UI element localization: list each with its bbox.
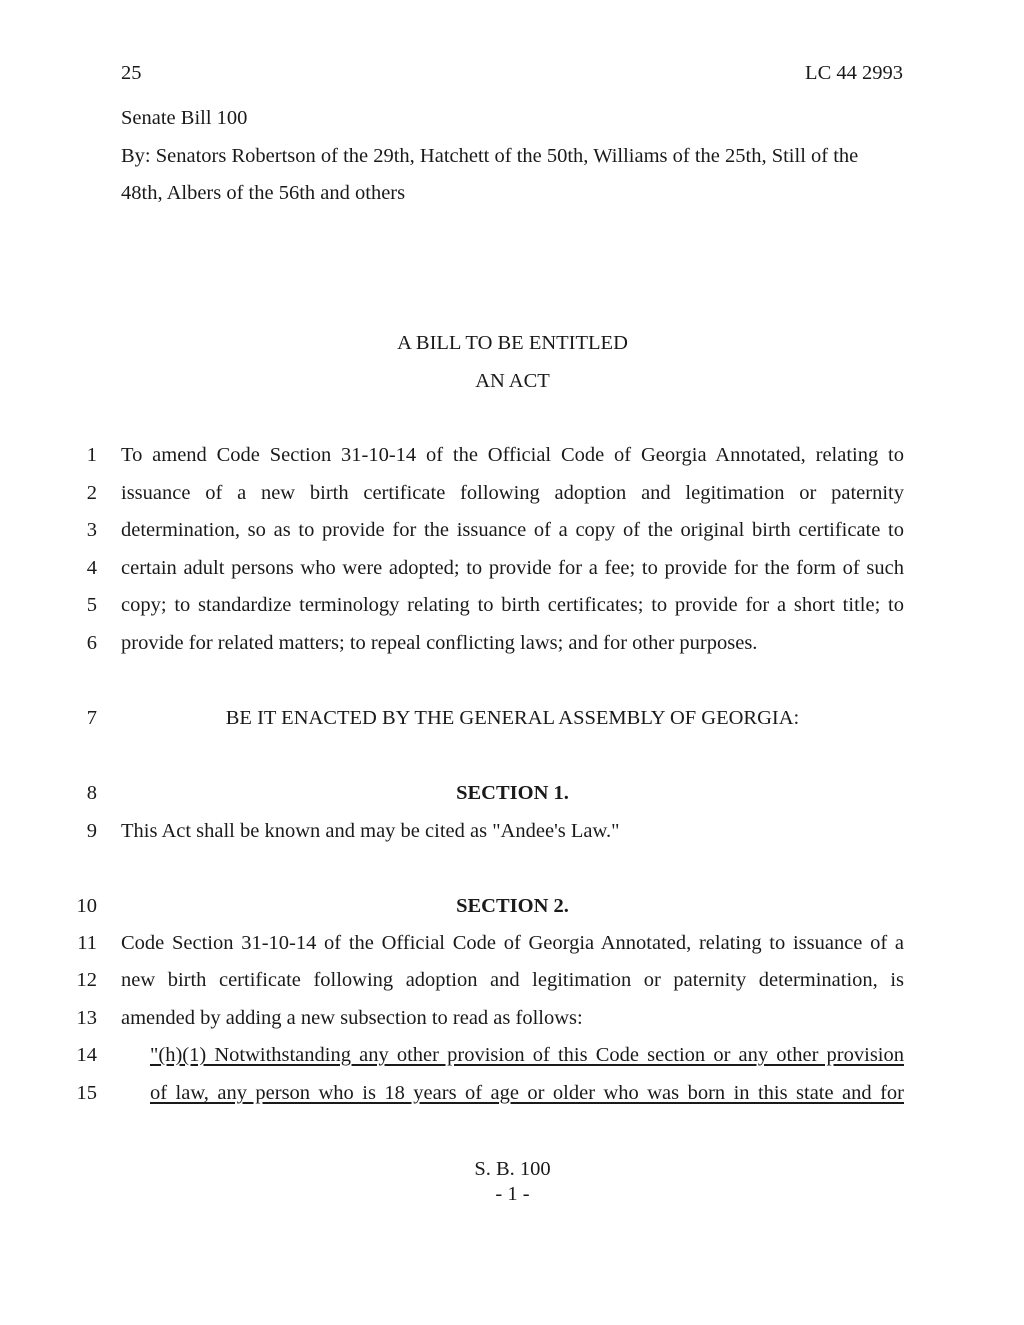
line-number: 3 — [86, 519, 97, 541]
line-number: 14 — [76, 1044, 97, 1066]
lc-number: LC 44 2993 — [805, 62, 903, 84]
line-number: 10 — [76, 895, 97, 917]
page-code: 25 — [121, 62, 142, 84]
line-number: 7 — [86, 707, 97, 729]
body-line: amended by adding a new subsection to read as follows: — [121, 1007, 583, 1029]
line-number: 12 — [76, 969, 97, 991]
body-line: certain adult persons who were adopted; to provide for a fee; to provide for the form of such — [121, 557, 904, 579]
body-line: This Act shall be known and may be cited as "Andee's Law." — [121, 820, 620, 842]
sponsors-line-1: By: Senators Robertson of the 29th, Hatchett of the 50th, Williams of the 25th, Still of the — [121, 145, 859, 167]
body-line: provide for related matters; to repeal conflicting laws; and for other purposes. — [121, 632, 758, 654]
line-number: 5 — [86, 594, 97, 616]
section-heading: SECTION 1. — [456, 782, 569, 804]
line-number: 4 — [86, 557, 97, 579]
footer-bill-ref: S. B. 100 — [474, 1158, 551, 1180]
amended-text-line: "(h)(1) Notwithstanding any other provision of this Code section or any other provision — [150, 1044, 904, 1066]
sponsors-line-2: 48th, Albers of the 56th and others — [121, 182, 406, 204]
line-number: 13 — [76, 1007, 97, 1029]
line-number: 2 — [86, 482, 97, 504]
line-number: 1 — [86, 444, 97, 466]
footer-page-number: - 1 - — [495, 1183, 530, 1205]
act-heading: AN ACT — [475, 370, 550, 392]
line-number: 8 — [86, 782, 97, 804]
line-number: 15 — [76, 1082, 97, 1104]
body-line: determination, so as to provide for the issuance of a copy of the original birth certificate to — [121, 519, 904, 541]
enacting-clause: BE IT ENACTED BY THE GENERAL ASSEMBLY OF GEORGIA: — [225, 707, 800, 729]
line-number: 6 — [86, 632, 97, 654]
body-line: issuance of a new birth certificate following adoption and legitimation or paternity — [121, 482, 904, 504]
body-line: new birth certificate following adoption and legitimation or paternity determination, is — [121, 969, 904, 991]
section-heading: SECTION 2. — [456, 895, 569, 917]
bill-title: Senate Bill 100 — [121, 107, 248, 129]
bill-heading: A BILL TO BE ENTITLED — [397, 332, 628, 354]
body-line: Code Section 31-10-14 of the Official Code of Georgia Annotated, relating to issuance of a — [121, 932, 904, 954]
body-line: To amend Code Section 31-10-14 of the Official Code of Georgia Annotated, relating to — [121, 444, 904, 466]
line-number: 9 — [86, 820, 97, 842]
line-number: 11 — [77, 932, 97, 954]
body-line: copy; to standardize terminology relating to birth certificates; to provide for a short title; to — [121, 594, 904, 616]
amended-text-line: of law, any person who is 18 years of age or older who was born in this state and for — [150, 1082, 904, 1104]
